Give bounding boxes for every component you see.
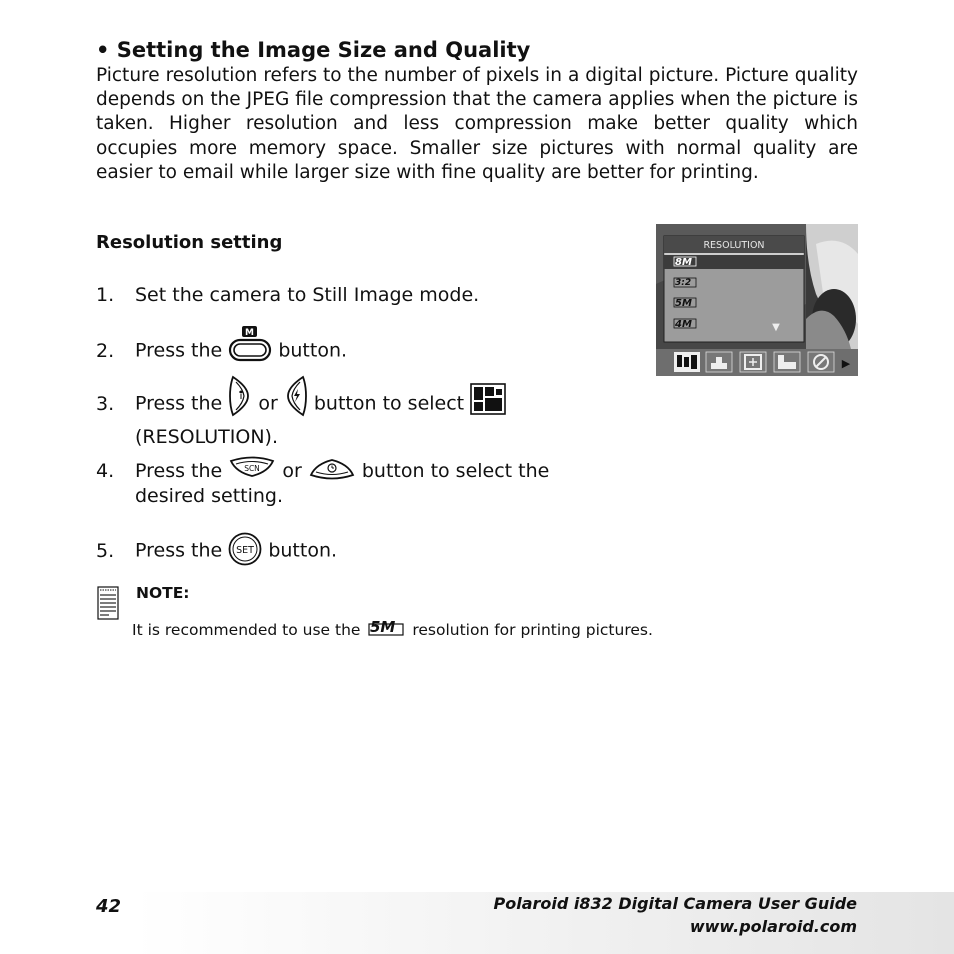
section-title: • Setting the Image Size and Quality [96,38,531,62]
left-scn-button-icon [228,456,276,480]
lcd-option-label: 3:2 [675,278,692,288]
page-number: 42 [96,896,122,917]
lcd-next-page-arrow[interactable]: ▶ [841,357,851,370]
step-number: 2. [96,339,115,362]
lcd-option-label: 5M [675,298,692,309]
note-text [132,618,653,640]
step-5 [96,534,337,568]
step-text-pre: Press the [135,392,223,415]
step-number: 1. [96,284,115,306]
scn-label: SCN [244,463,261,473]
step-1 [96,283,479,308]
step-text-pre: Press the [135,539,223,562]
step-text-mid: or [258,392,278,415]
set-label: SET [236,545,255,556]
step-text-pre: Press the [135,339,223,362]
step-text-cont: (RESOLUTION). [135,426,279,448]
step-number: 3. [96,392,115,415]
right-selftimer-button-icon [308,456,356,480]
up-macro-button-icon [228,375,252,417]
5m-resolution-badge-icon [368,618,404,640]
resolution-icon [470,383,506,415]
lcd-menu-icon-exposure[interactable] [740,352,766,372]
step-text-post: button to select [313,392,465,415]
footer-guide-info [493,892,857,938]
note-text-post: resolution for printing pictures. [412,621,653,639]
camera-lcd-screenshot [656,224,858,376]
down-flash-button-icon [284,375,308,417]
lcd-svg [656,224,858,376]
5m-badge-label: 5M [370,618,396,636]
lcd-option-label: 8M [675,257,692,268]
step-text: Set the camera to Still Image mode. [135,284,480,306]
set-button-icon [228,532,262,566]
step-text-mid: or [282,460,302,482]
step-text-pre: Press the [135,460,223,482]
step-3 [96,383,506,450]
lcd-scroll-down-arrow[interactable]: ▼ [772,322,780,333]
note-text-pre: It is recommended to use the [132,621,361,639]
lcd-menu-icon-resolution[interactable] [674,352,700,372]
resolution-subheading: Resolution setting [96,232,283,253]
step-number: 5. [96,539,115,562]
menu-m-label: M [245,328,255,338]
lcd-menu-icon-metering[interactable] [774,352,800,372]
step-number: 4. [96,460,115,482]
step-text-cont: desired setting. [135,484,284,507]
lcd-menu-title: RESOLUTION [703,240,765,251]
lcd-menu-icon-quality[interactable] [706,352,732,372]
note-pad-icon [97,586,119,624]
lcd-menu-icon-effect[interactable] [808,352,834,372]
step-text-post: button. [278,339,348,362]
website-link[interactable]: www.polaroid.com [689,917,857,936]
step-4 [96,459,549,508]
note-heading: NOTE: [136,584,190,602]
lcd-option-label: 4M [675,319,692,330]
step-text-post: button. [268,539,338,562]
intro-paragraph: Picture resolution refers to the number of pixels in a digital picture. Picture quality depends on the JPEG file compression that the camera applies when the picture is taken. Higher resolution and less compression make better quality which occupies more memory space. Smaller size pictures with normal quality are easier to email while larger size with fine quality are better for printing. [96,65,858,183]
step-text-post: button to select the [361,460,550,482]
guide-title: Polaroid i832 Digital Camera User Guide [493,894,857,913]
menu-m-button-icon [228,326,272,364]
step-2 [96,328,348,370]
